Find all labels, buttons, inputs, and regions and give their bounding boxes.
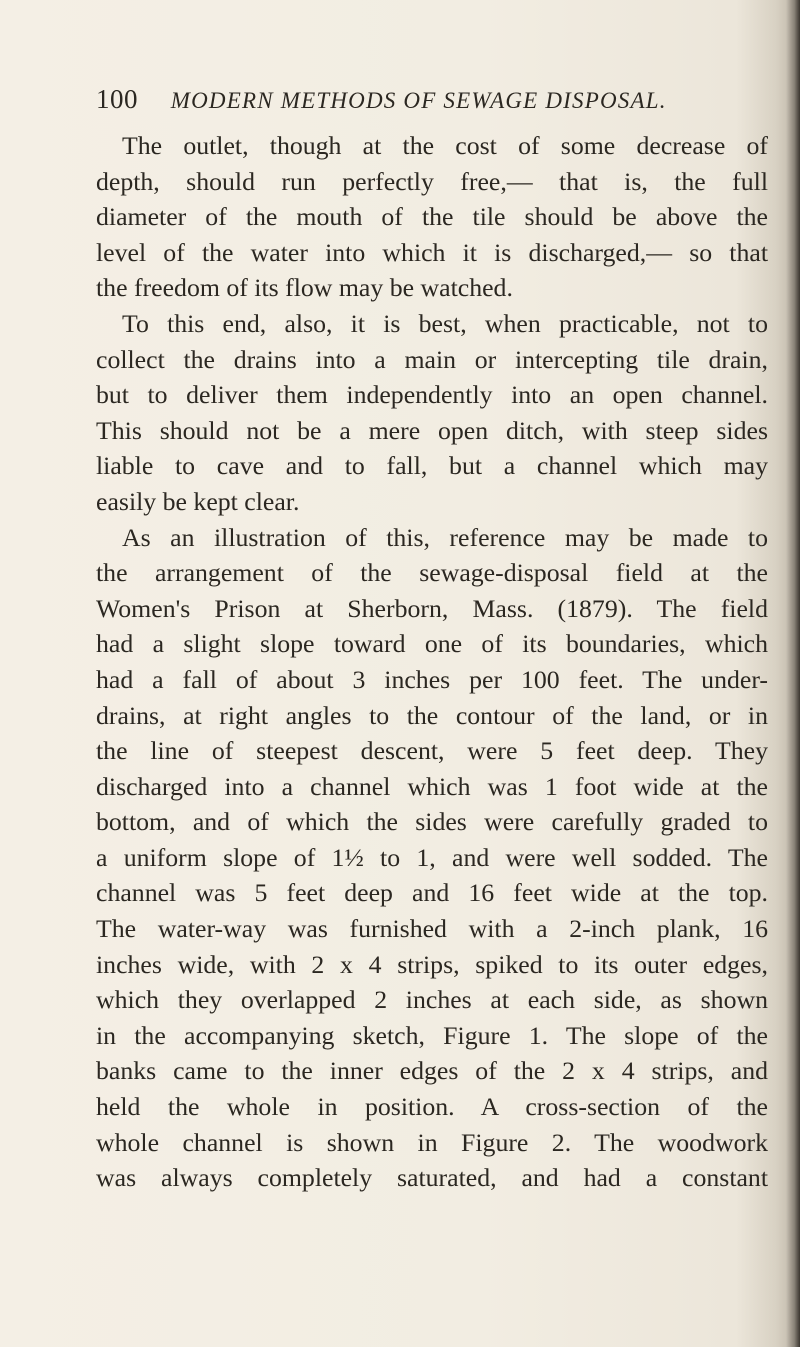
text-line: the freedom of its flow may be watched. <box>96 273 513 303</box>
text-line: had a fall of about 3 inches per 100 feet. The under- <box>96 664 768 694</box>
text-line: Women's Prison at Sherborn, Mass. (1879). The field <box>96 593 768 623</box>
page-number: 100 <box>96 84 138 114</box>
text-line: whole channel is shown in Figure 2. The woodwork <box>96 1127 768 1157</box>
text-line: As an illustration of this, reference may be made to <box>122 522 768 552</box>
text-line: in the accompanying sketch, Figure 1. The slope of the <box>96 1020 768 1050</box>
text-line: liable to cave and to fall, but a channel which may <box>96 451 768 481</box>
text-line: the line of steepest descent, were 5 feet deep. They <box>96 736 768 766</box>
running-title: MODERN METHODS OF SEWAGE DISPOSAL. <box>170 88 667 113</box>
text-line: bottom, and of which the sides were carefully graded to <box>96 807 768 837</box>
text-line: but to deliver them independently into an open channel. <box>96 380 768 410</box>
text-line: was always completely saturated, and had a constant <box>96 1163 768 1193</box>
text-line: which they overlapped 2 inches at each side, as shown <box>96 985 768 1015</box>
text-line: level of the water into which it is discharged,— so that <box>96 237 768 267</box>
body-text <box>96 128 768 1196</box>
text-line: This should not be a mere open ditch, with steep sides <box>96 415 768 445</box>
text-line: the arrangement of the sewage-disposal field at the <box>96 558 768 588</box>
page-edge-shadow <box>786 0 800 1347</box>
text-line: collect the drains into a main or intercepting tile drain, <box>96 344 768 374</box>
text-line: easily be kept clear. <box>96 486 300 516</box>
text-line: channel was 5 feet deep and 16 feet wide at the top. <box>96 878 768 908</box>
text-line: had a slight slope toward one of its boundaries, which <box>96 629 768 659</box>
text-line: depth, should run perfectly free,— that is, the full <box>96 166 768 196</box>
text-line: banks came to the inner edges of the 2 x 4 strips, and <box>96 1056 768 1086</box>
text-line: discharged into a channel which was 1 foot wide at the <box>96 771 768 801</box>
text-line: held the whole in position. A cross-section of the <box>96 1092 768 1122</box>
text-line: inches wide, with 2 x 4 strips, spiked to its outer edges, <box>96 949 768 979</box>
text-line: drains, at right angles to the contour of the land, or in <box>96 700 768 730</box>
text-line: The water-way was furnished with a 2-inch plank, 16 <box>96 914 768 944</box>
text-line: To this end, also, it is best, when practicable, not to <box>122 308 768 338</box>
page-header <box>96 84 736 124</box>
text-line: diameter of the mouth of the tile should be above the <box>96 202 768 232</box>
text-line: a uniform slope of 1½ to 1, and were well sodded. The <box>96 842 768 872</box>
text-line: The outlet, though at the cost of some decrease of <box>122 131 768 160</box>
